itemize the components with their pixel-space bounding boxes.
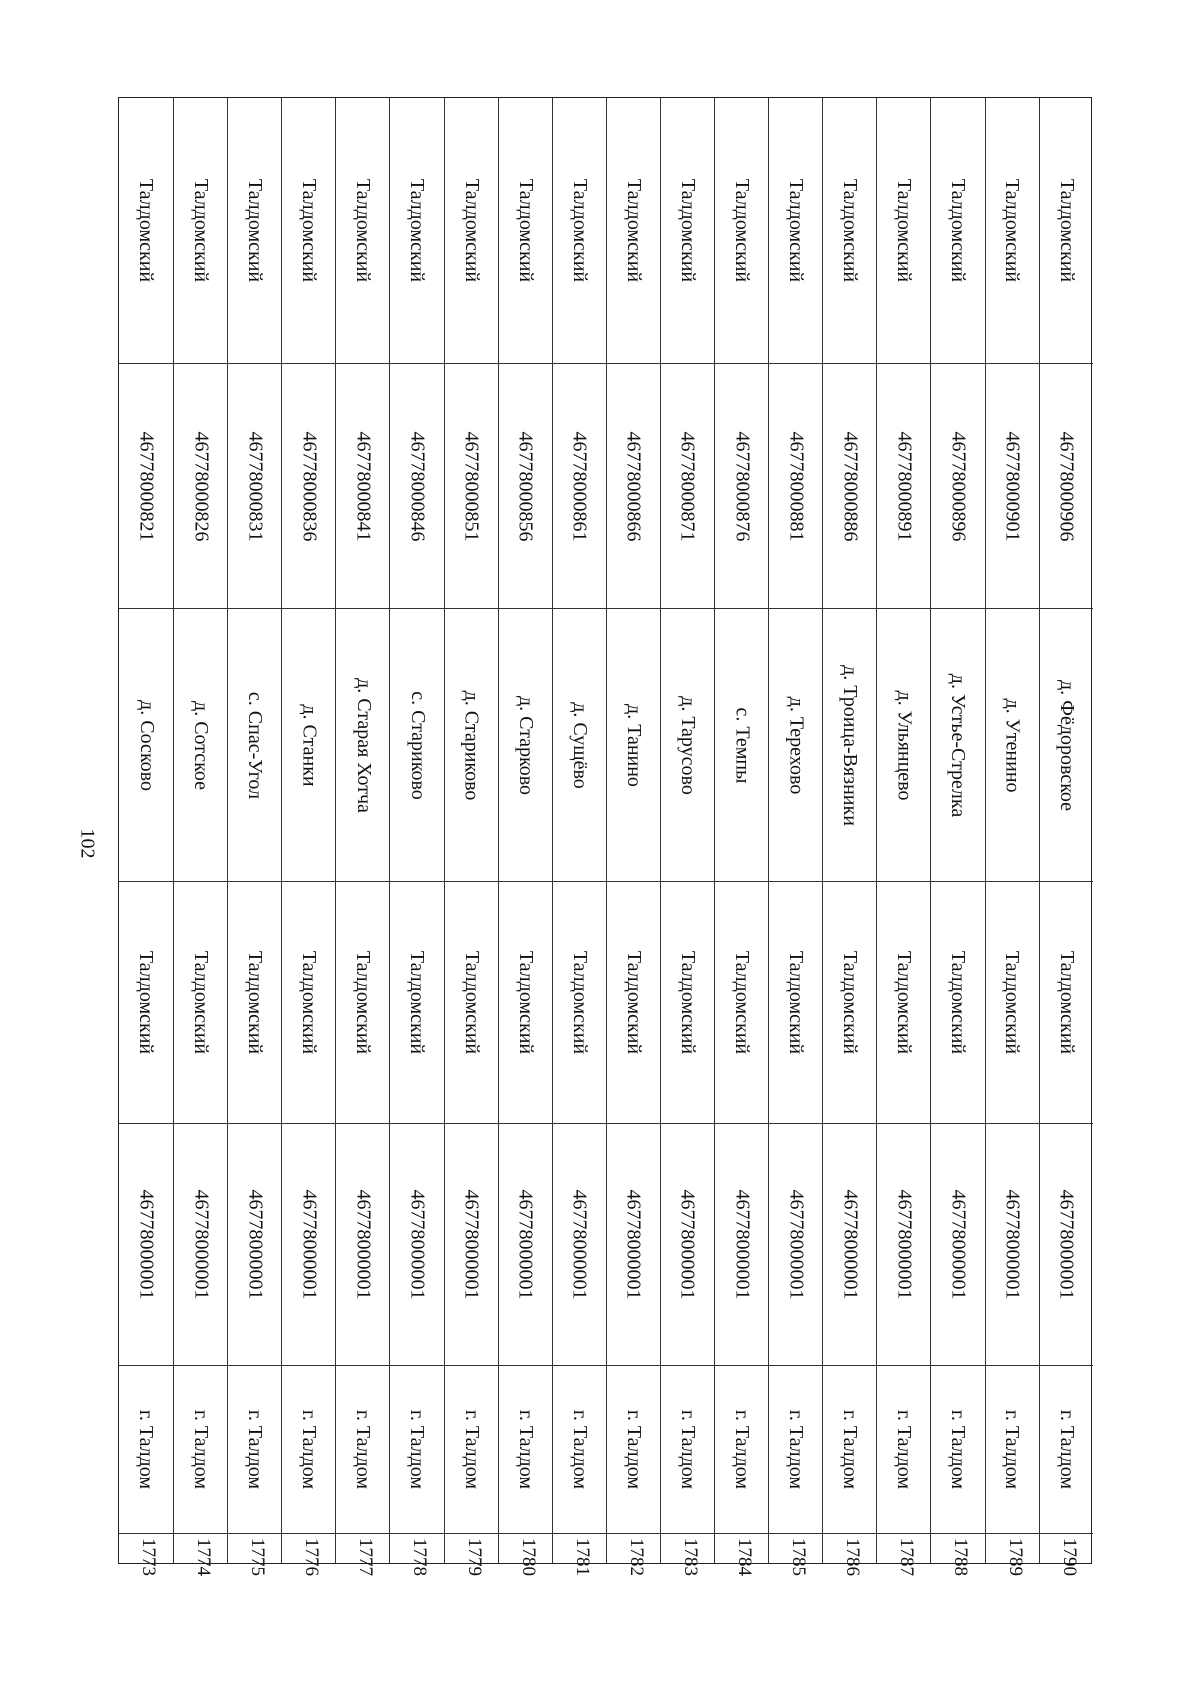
settlement-name-cell	[1040, 608, 1093, 881]
district-cell	[607, 881, 660, 1123]
municipal-district-text: Талдомский	[731, 178, 754, 283]
row-number-cell	[174, 1533, 227, 1576]
city-cell	[877, 1365, 930, 1533]
city-text: г. Талдом	[135, 1409, 158, 1490]
district-text: Талдомский	[298, 950, 321, 1055]
row-number-text: 1789	[1004, 1538, 1026, 1576]
city-code-text: 46778000001	[568, 1189, 591, 1300]
district-text: Талдомский	[676, 950, 699, 1055]
city-code-text: 46778000001	[514, 1189, 537, 1300]
district-cell	[715, 881, 768, 1123]
city-cell	[553, 1365, 606, 1533]
settlement-name-cell	[986, 608, 1039, 881]
city-text: г. Талдом	[244, 1409, 267, 1490]
settlement-name-text: д. Ульянцево	[893, 690, 916, 800]
settlement-code-text: 46778000831	[244, 431, 267, 541]
city-code-cell	[715, 1123, 768, 1365]
city-code-text: 46778000001	[731, 1189, 754, 1300]
row-number-text: 1773	[138, 1538, 159, 1576]
city-code-text: 46778000001	[676, 1189, 699, 1300]
city-code-text: 46778000001	[135, 1189, 158, 1300]
city-text: г. Талдом	[298, 1409, 321, 1490]
city-code-cell	[769, 1123, 822, 1365]
settlement-name-text: д. Устье-Стрелка	[947, 673, 970, 817]
settlement-code-cell	[174, 363, 227, 608]
city-code-cell	[119, 1123, 173, 1365]
settlement-code-cell	[336, 363, 389, 608]
city-text: г. Талдом	[731, 1409, 754, 1490]
settlement-code-text: 46778000891	[893, 431, 916, 541]
municipal-district-cell	[499, 98, 552, 363]
municipal-district-text: Талдомский	[947, 178, 970, 283]
municipal-district-cell	[174, 98, 227, 363]
row-number-cell	[986, 1533, 1039, 1576]
city-text: г. Талдом	[406, 1409, 429, 1490]
settlement-code-cell	[1040, 363, 1093, 608]
settlement-name-cell	[174, 608, 227, 881]
table-row	[660, 98, 714, 1576]
settlement-code-cell	[499, 363, 552, 608]
city-cell	[931, 1365, 984, 1533]
settlement-code-text: 46778000826	[190, 431, 213, 541]
settlement-code-cell	[390, 363, 443, 608]
municipal-district-cell	[607, 98, 660, 363]
settlement-code-cell	[986, 363, 1039, 608]
row-number-cell	[499, 1533, 552, 1576]
city-code-text: 46778000001	[190, 1189, 213, 1300]
settlement-name-cell	[661, 608, 714, 881]
settlement-code-text: 46778000881	[785, 431, 808, 541]
city-code-text: 46778000001	[406, 1189, 429, 1300]
row-number-text: 1787	[896, 1538, 918, 1576]
city-code-cell	[823, 1123, 876, 1365]
settlement-code-cell	[769, 363, 822, 608]
district-text: Талдомский	[1001, 950, 1024, 1055]
row-number-text: 1774	[193, 1538, 215, 1576]
row-number-text: 1784	[734, 1538, 756, 1576]
city-text: г. Талдом	[1055, 1409, 1078, 1490]
city-cell	[986, 1365, 1039, 1533]
district-text: Талдомский	[135, 950, 158, 1055]
municipal-district-cell	[390, 98, 443, 363]
district-text: Талдомский	[514, 950, 537, 1055]
municipal-district-cell	[823, 98, 876, 363]
district-cell	[282, 881, 335, 1123]
district-text: Талдомский	[460, 950, 483, 1055]
settlement-name-text: д. Терехово	[785, 696, 808, 794]
city-text: г. Талдом	[893, 1409, 916, 1490]
row-number-cell	[336, 1533, 389, 1576]
settlement-code-text: 46778000836	[298, 431, 321, 541]
row-number-cell	[1040, 1533, 1093, 1576]
row-number-text: 1783	[679, 1538, 701, 1576]
municipal-district-cell	[769, 98, 822, 363]
district-cell	[823, 881, 876, 1123]
city-cell	[499, 1365, 552, 1533]
settlement-name-text: д. Утенино	[1001, 697, 1024, 793]
city-code-cell	[607, 1123, 660, 1365]
municipal-district-cell	[282, 98, 335, 363]
settlement-code-text: 46778000821	[135, 431, 158, 541]
settlement-code-cell	[931, 363, 984, 608]
municipal-district-text: Талдомский	[406, 178, 429, 283]
city-text: г. Талдом	[839, 1409, 862, 1490]
settlement-name-text: д. Старково	[514, 695, 537, 795]
table-row	[227, 98, 281, 1576]
row-number-text: 1780	[517, 1538, 539, 1576]
municipal-district-text: Талдомский	[893, 178, 916, 283]
district-cell	[769, 881, 822, 1123]
district-text: Талдомский	[352, 950, 375, 1055]
settlement-code-text: 46778000906	[1055, 431, 1078, 541]
municipal-district-text: Талдомский	[460, 178, 483, 283]
city-code-cell	[661, 1123, 714, 1365]
table-row	[389, 98, 443, 1576]
table-row	[335, 98, 389, 1576]
settlement-name-cell	[877, 608, 930, 881]
municipal-district-cell	[715, 98, 768, 363]
settlement-code-text: 46778000851	[460, 431, 483, 541]
district-cell	[877, 881, 930, 1123]
city-cell	[390, 1365, 443, 1533]
city-cell	[607, 1365, 660, 1533]
settlement-name-cell	[823, 608, 876, 881]
settlement-name-text: д. Сосково	[135, 699, 158, 791]
municipal-district-text: Талдомский	[622, 178, 645, 283]
settlement-name-cell	[769, 608, 822, 881]
row-number-text: 1781	[571, 1538, 593, 1576]
settlement-name-cell	[336, 608, 389, 881]
district-text: Талдомский	[406, 950, 429, 1055]
row-number-cell	[769, 1533, 822, 1576]
table-row	[930, 98, 984, 1576]
settlement-code-cell	[715, 363, 768, 608]
municipal-district-cell	[445, 98, 498, 363]
table-row	[985, 98, 1039, 1576]
table-row	[768, 98, 822, 1576]
settlement-name-cell	[390, 608, 443, 881]
table-row	[552, 98, 606, 1576]
settlement-code-text: 46778000856	[514, 431, 537, 541]
city-text: г. Талдом	[352, 1409, 375, 1490]
city-cell	[769, 1365, 822, 1533]
settlement-code-text: 46778000861	[568, 431, 591, 541]
city-cell	[174, 1365, 227, 1533]
city-text: г. Талдом	[1001, 1409, 1024, 1490]
settlement-name-text: д. Стариково	[460, 690, 483, 800]
table-row	[173, 98, 227, 1576]
city-code-cell	[499, 1123, 552, 1365]
municipal-district-text: Талдомский	[568, 178, 591, 283]
city-code-cell	[282, 1123, 335, 1365]
district-cell	[174, 881, 227, 1123]
settlement-name-cell	[715, 608, 768, 881]
settlement-name-cell	[445, 608, 498, 881]
table-row	[822, 98, 876, 1576]
row-number-cell	[445, 1533, 498, 1576]
city-code-cell	[553, 1123, 606, 1365]
settlement-name-cell	[931, 608, 984, 881]
city-text: г. Талдом	[676, 1409, 699, 1490]
row-number-text: 1776	[301, 1538, 323, 1576]
settlement-code-text: 46778000876	[731, 431, 754, 541]
city-cell	[715, 1365, 768, 1533]
table-row	[606, 98, 660, 1576]
municipal-district-text: Талдомский	[298, 178, 321, 283]
settlement-name-cell	[553, 608, 606, 881]
city-code-cell	[931, 1123, 984, 1365]
municipal-district-cell	[931, 98, 984, 363]
municipal-district-cell	[336, 98, 389, 363]
district-cell	[931, 881, 984, 1123]
district-text: Талдомский	[893, 950, 916, 1055]
municipal-district-cell	[661, 98, 714, 363]
settlement-name-text: д. Троица-Вязники	[839, 664, 862, 826]
city-code-text: 46778000001	[893, 1189, 916, 1300]
settlement-code-text: 46778000896	[947, 431, 970, 541]
city-code-text: 46778000001	[460, 1189, 483, 1300]
row-number-text: 1775	[247, 1538, 269, 1576]
district-cell	[499, 881, 552, 1123]
settlement-code-cell	[119, 363, 173, 608]
row-number-cell	[282, 1533, 335, 1576]
city-code-text: 46778000001	[1001, 1189, 1024, 1300]
row-number-cell	[228, 1533, 281, 1576]
municipal-district-text: Талдомский	[785, 178, 808, 283]
city-text: г. Талдом	[785, 1409, 808, 1490]
city-code-text: 46778000001	[839, 1189, 862, 1300]
settlement-code-cell	[607, 363, 660, 608]
settlement-code-text: 46778000871	[676, 431, 699, 541]
settlement-name-text: д. Фёдоровское	[1055, 679, 1078, 811]
settlement-name-cell	[119, 608, 173, 881]
municipal-district-cell	[986, 98, 1039, 363]
settlement-code-text: 46778000886	[839, 431, 862, 541]
settlement-code-cell	[445, 363, 498, 608]
city-text: г. Талдом	[947, 1409, 970, 1490]
row-number-cell	[931, 1533, 984, 1576]
municipal-district-text: Талдомский	[352, 178, 375, 283]
settlement-name-text: д. Сущёво	[568, 701, 591, 789]
municipal-district-text: Талдомский	[839, 178, 862, 283]
row-number-text: 1786	[842, 1538, 864, 1576]
row-number-cell	[823, 1533, 876, 1576]
city-cell	[336, 1365, 389, 1533]
district-cell	[986, 881, 1039, 1123]
municipal-district-cell	[228, 98, 281, 363]
row-number-cell	[661, 1533, 714, 1576]
city-code-text: 46778000001	[785, 1189, 808, 1300]
city-cell	[445, 1365, 498, 1533]
district-text: Талдомский	[622, 950, 645, 1055]
municipal-district-text: Талдомский	[1001, 178, 1024, 283]
row-number-text: 1785	[788, 1538, 810, 1576]
city-code-text: 46778000001	[947, 1189, 970, 1300]
settlement-code-cell	[661, 363, 714, 608]
settlement-name-cell	[499, 608, 552, 881]
row-number-cell	[390, 1533, 443, 1576]
city-cell	[661, 1365, 714, 1533]
municipal-district-text: Талдомский	[244, 178, 267, 283]
municipal-district-cell	[877, 98, 930, 363]
city-text: г. Талдом	[568, 1409, 591, 1490]
city-code-cell	[877, 1123, 930, 1365]
row-number-text: 1778	[409, 1538, 431, 1576]
settlement-code-text: 46778000841	[352, 431, 375, 541]
city-code-text: 46778000001	[1055, 1189, 1078, 1300]
district-cell	[1040, 881, 1093, 1123]
city-code-text: 46778000001	[244, 1189, 267, 1300]
municipal-district-cell	[1040, 98, 1093, 363]
city-cell	[119, 1365, 173, 1533]
settlements-table	[118, 97, 1092, 1576]
district-text: Талдомский	[839, 950, 862, 1055]
settlement-code-cell	[553, 363, 606, 608]
settlement-name-text: д. Сотское	[190, 700, 213, 790]
page-number: 102	[76, 828, 99, 859]
row-number-cell	[119, 1533, 173, 1576]
municipal-district-cell	[119, 98, 173, 363]
table-row	[498, 98, 552, 1576]
settlement-code-text: 46778000846	[406, 431, 429, 541]
district-text: Талдомский	[785, 950, 808, 1055]
municipal-district-text: Талдомский	[1055, 178, 1078, 283]
city-text: г. Талдом	[460, 1409, 483, 1490]
district-cell	[661, 881, 714, 1123]
city-code-cell	[228, 1123, 281, 1365]
row-number-text: 1777	[355, 1538, 377, 1576]
city-code-cell	[390, 1123, 443, 1365]
settlement-name-text: д. Тарусово	[676, 695, 699, 795]
settlement-name-text: с. Темпы	[731, 706, 754, 784]
row-number-text: 1788	[950, 1538, 972, 1576]
district-cell	[228, 881, 281, 1123]
city-cell	[823, 1365, 876, 1533]
municipal-district-text: Талдомский	[190, 178, 213, 283]
settlement-name-cell	[607, 608, 660, 881]
district-text: Талдомский	[568, 950, 591, 1055]
city-code-cell	[986, 1123, 1039, 1365]
settlement-name-text: д. Танино	[622, 703, 645, 787]
district-cell	[553, 881, 606, 1123]
settlement-code-cell	[282, 363, 335, 608]
settlement-code-cell	[823, 363, 876, 608]
city-code-text: 46778000001	[352, 1189, 375, 1300]
table-row	[281, 98, 335, 1576]
district-text: Талдомский	[190, 950, 213, 1055]
row-number-cell	[553, 1533, 606, 1576]
settlement-name-cell	[282, 608, 335, 881]
row-number-text: 1779	[463, 1538, 485, 1576]
city-text: г. Талдом	[514, 1409, 537, 1490]
city-code-text: 46778000001	[298, 1189, 321, 1300]
settlement-code-cell	[877, 363, 930, 608]
district-text: Талдомский	[731, 950, 754, 1055]
district-cell	[390, 881, 443, 1123]
city-text: г. Талдом	[622, 1409, 645, 1490]
row-number-text: 1790	[1058, 1538, 1080, 1576]
settlement-name-text: д. Старая Хотча	[352, 677, 375, 813]
city-code-cell	[445, 1123, 498, 1365]
settlement-name-text: с. Стариково	[406, 690, 429, 800]
city-cell	[282, 1365, 335, 1533]
city-text: г. Талдом	[190, 1409, 213, 1490]
table-row	[1039, 98, 1093, 1576]
district-cell	[119, 881, 173, 1123]
city-code-cell	[1040, 1123, 1093, 1365]
row-number-cell	[877, 1533, 930, 1576]
table-row	[444, 98, 498, 1576]
settlement-code-text: 46778000901	[1001, 431, 1024, 541]
city-code-text: 46778000001	[622, 1189, 645, 1300]
table-row	[714, 98, 768, 1576]
district-text: Талдомский	[947, 950, 970, 1055]
city-code-cell	[336, 1123, 389, 1365]
settlement-name-text: д. Станки	[298, 703, 321, 787]
city-code-cell	[174, 1123, 227, 1365]
city-cell	[228, 1365, 281, 1533]
municipal-district-text: Талдомский	[135, 178, 158, 283]
row-number-text: 1782	[625, 1538, 647, 1576]
row-number-cell	[715, 1533, 768, 1576]
municipal-district-cell	[553, 98, 606, 363]
district-text: Талдомский	[1055, 950, 1078, 1055]
district-text: Талдомский	[244, 950, 267, 1055]
settlement-name-cell	[228, 608, 281, 881]
settlement-code-text: 46778000866	[622, 431, 645, 541]
municipal-district-text: Талдомский	[676, 178, 699, 283]
row-number-cell	[607, 1533, 660, 1576]
city-cell	[1040, 1365, 1093, 1533]
district-cell	[336, 881, 389, 1123]
settlement-code-cell	[228, 363, 281, 608]
table-row	[876, 98, 930, 1576]
municipal-district-text: Талдомский	[514, 178, 537, 283]
district-cell	[445, 881, 498, 1123]
table-row	[119, 98, 173, 1576]
settlement-name-text: с. Спас-Угол	[244, 691, 267, 799]
